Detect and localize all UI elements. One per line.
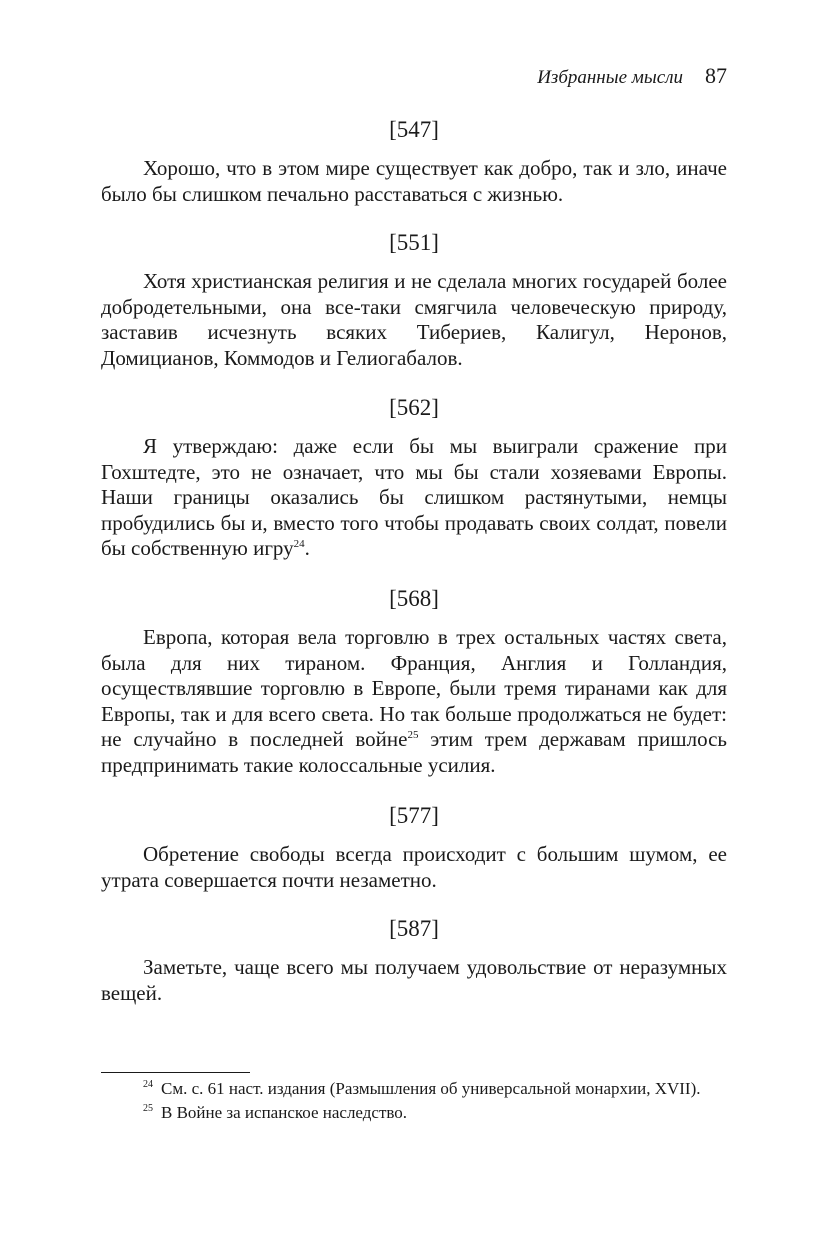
maxim-568 [101, 584, 727, 778]
maxim-562 [101, 393, 727, 562]
maxim-text-tail: этим трем державам пришлось предпринимать такие колоссальные усилия. [101, 727, 727, 777]
maxim-587 [101, 914, 727, 1006]
footnote-ref[interactable]: 24 [293, 538, 305, 550]
maxim-text: Обретение свободы всегда происходит с большим шумом, ее утрата совершается почти незаметно. [101, 842, 727, 892]
maxim-577 [101, 801, 727, 893]
footnote-mark: 24 [143, 1079, 153, 1091]
footnote-25 [101, 1101, 727, 1125]
maxim-number: [568] [389, 586, 439, 611]
maxim-number: [551] [389, 230, 439, 255]
running-head [537, 62, 727, 92]
maxim-text: Хотя христианская религия и не сделала многих государей более добродетельными, она все-таки смягчила человеческую природу, заставив исчезнуть всяких Тибериев, Калигул, Неронов, Домицианов, Коммодов и Гелиогабалов. [101, 269, 727, 370]
footnote-text: См. с. 61 наст. издания (Размышления об универсальной монархии, XVII). [161, 1079, 701, 1098]
maxim-number: [562] [389, 395, 439, 420]
maxim-text [101, 625, 727, 778]
maxim-text-tail: . [304, 536, 310, 560]
footnote-divider [101, 1072, 250, 1073]
maxim-text [101, 434, 727, 562]
book-page [101, 0, 727, 1241]
maxim-text-main: Я утверждаю: даже если бы мы выиграли сражение при Гохштедте, это не означает, что мы бы стали хозяевами Европы. Наши границы оказались бы слишком растянутыми, немцы пробудились бы и, вместо того чтобы продавать своих солдат, повели бы собственную игру [101, 434, 727, 560]
maxim-text-main: Европа, которая вела торговлю в трех остальных частях света, была для них тираном. Франция, Англия и Голландия, осуществлявшие торговлю в Европе, были тремя тиранами как для Европы, так и для всего света. Но так больше продолжаться не будет: не случайно в последней войне [101, 625, 727, 751]
maxim-number: [587] [389, 916, 439, 941]
footnote-ref[interactable]: 25 [407, 729, 419, 741]
footnote-text: В Войне за испанское наследство. [161, 1103, 408, 1122]
maxim-547 [101, 115, 727, 207]
maxim-number: [577] [389, 803, 439, 828]
footnote-24 [101, 1077, 727, 1101]
maxim-text: Хорошо, что в этом мире существует как добро, так и зло, иначе было бы слишком печально расставаться с жизнью. [101, 156, 727, 206]
maxim-text: Заметьте, чаще всего мы получаем удовольствие от неразумных вещей. [101, 955, 727, 1005]
footnotes [101, 1077, 727, 1125]
page-number: 87 [705, 63, 727, 88]
running-title: Избранные мысли [537, 67, 683, 88]
maxim-number: [547] [389, 117, 439, 142]
maxim-551 [101, 228, 727, 371]
footnote-mark: 25 [143, 1103, 153, 1115]
